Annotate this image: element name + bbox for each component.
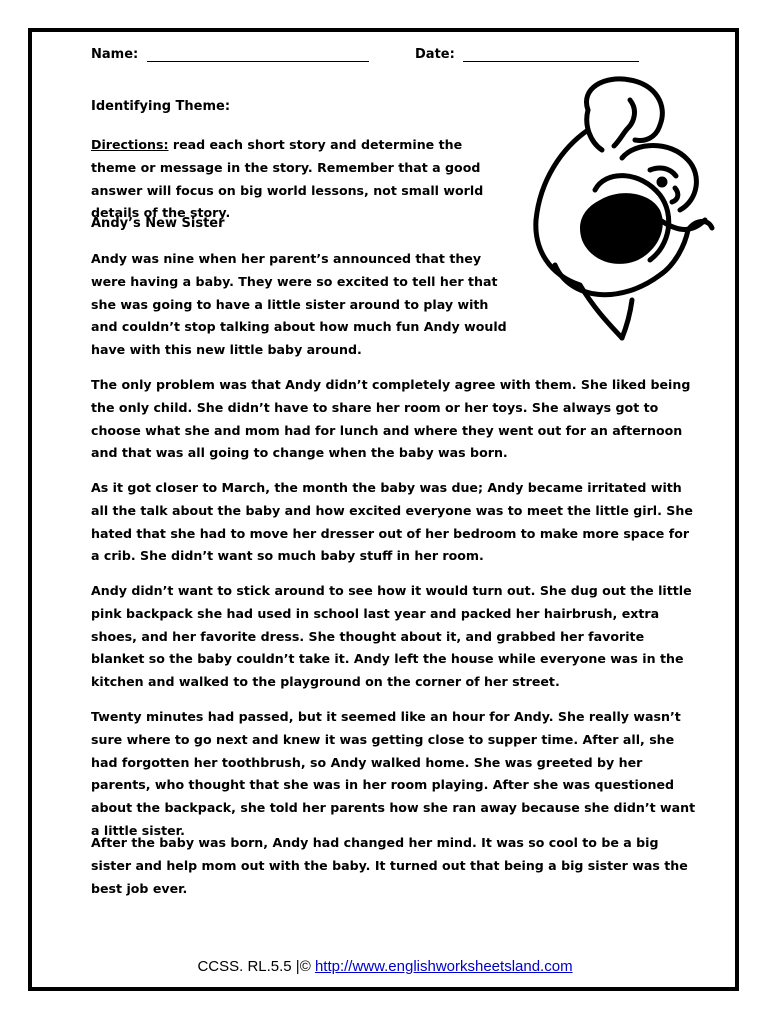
story-paragraph: As it got closer to March, the month the baby was due; Andy became irritated with all the talk about the baby and how excited everyone was to meet the little girl. She hated that she had to move her dresser out of her bedroom to make more space for a crib. She didn’t want so much baby stuff in her room. <box>91 480 693 564</box>
story-paragraph: Andy was nine when her parent’s announced that they were having a baby. They were so excited to tell her that she was going to have a little sister around to play with and couldn’t stop talking about how much fun Andy would have with this new little baby around. <box>91 251 507 358</box>
mother-holding-baby-icon <box>510 70 720 345</box>
footer-standard: CCSS. RL.5.5 |© <box>197 958 315 975</box>
name-field <box>91 47 369 62</box>
directions-label: Directions: <box>91 137 169 152</box>
footer <box>0 958 770 975</box>
story-title: Andy’s New Sister <box>91 216 225 231</box>
name-blank-line[interactable] <box>147 47 369 62</box>
worksheet-title: Identifying Theme: <box>91 99 231 114</box>
footer-link[interactable]: http://www.englishworksheetsland.com <box>314 958 573 975</box>
date-label: Date: <box>415 47 455 62</box>
story-paragraph: After the baby was born, Andy had changed her mind. It was so cool to be a big sister and help mom out with the baby. It turned out that being a big sister was the best job ever. <box>91 835 688 896</box>
directions-text: read each short story and determine the theme or message in the story. Remember that a good answer will focus on big world lessons, not small world details of the story. <box>91 137 484 221</box>
story-paragraph: Twenty minutes had passed, but it seemed like an hour for Andy. She really wasn’t sure where to go next and knew it was getting close to supper time. After all, she had forgotten her toothbrush, so Andy walked home. She was greeted by her parents, who thought that she was in her room playing. After she was questioned about the backpack, she told her parents how she ran away because she didn’t want a little sister. <box>91 709 696 838</box>
date-field <box>415 47 639 62</box>
story-paragraph: Andy didn’t want to stick around to see how it would turn out. She dug out the little pink backpack she had used in school last year and packed her hairbrush, extra shoes, and her favorite dress. She thought about it, and grabbed her favorite blanket so the baby couldn’t take it. Andy left the house while everyone was in the kitchen and walked to the playground on the corner of her street. <box>91 583 692 690</box>
directions <box>91 134 511 225</box>
story-paragraph: The only problem was that Andy didn’t completely agree with them. She liked being the only child. She didn’t have to share her room or her toys. She always got to choose what she and mom had for lunch and where they went out for an afternoon and that was all going to change when the baby was born. <box>91 377 691 461</box>
date-blank-line[interactable] <box>463 47 639 62</box>
name-label: Name: <box>91 47 139 62</box>
